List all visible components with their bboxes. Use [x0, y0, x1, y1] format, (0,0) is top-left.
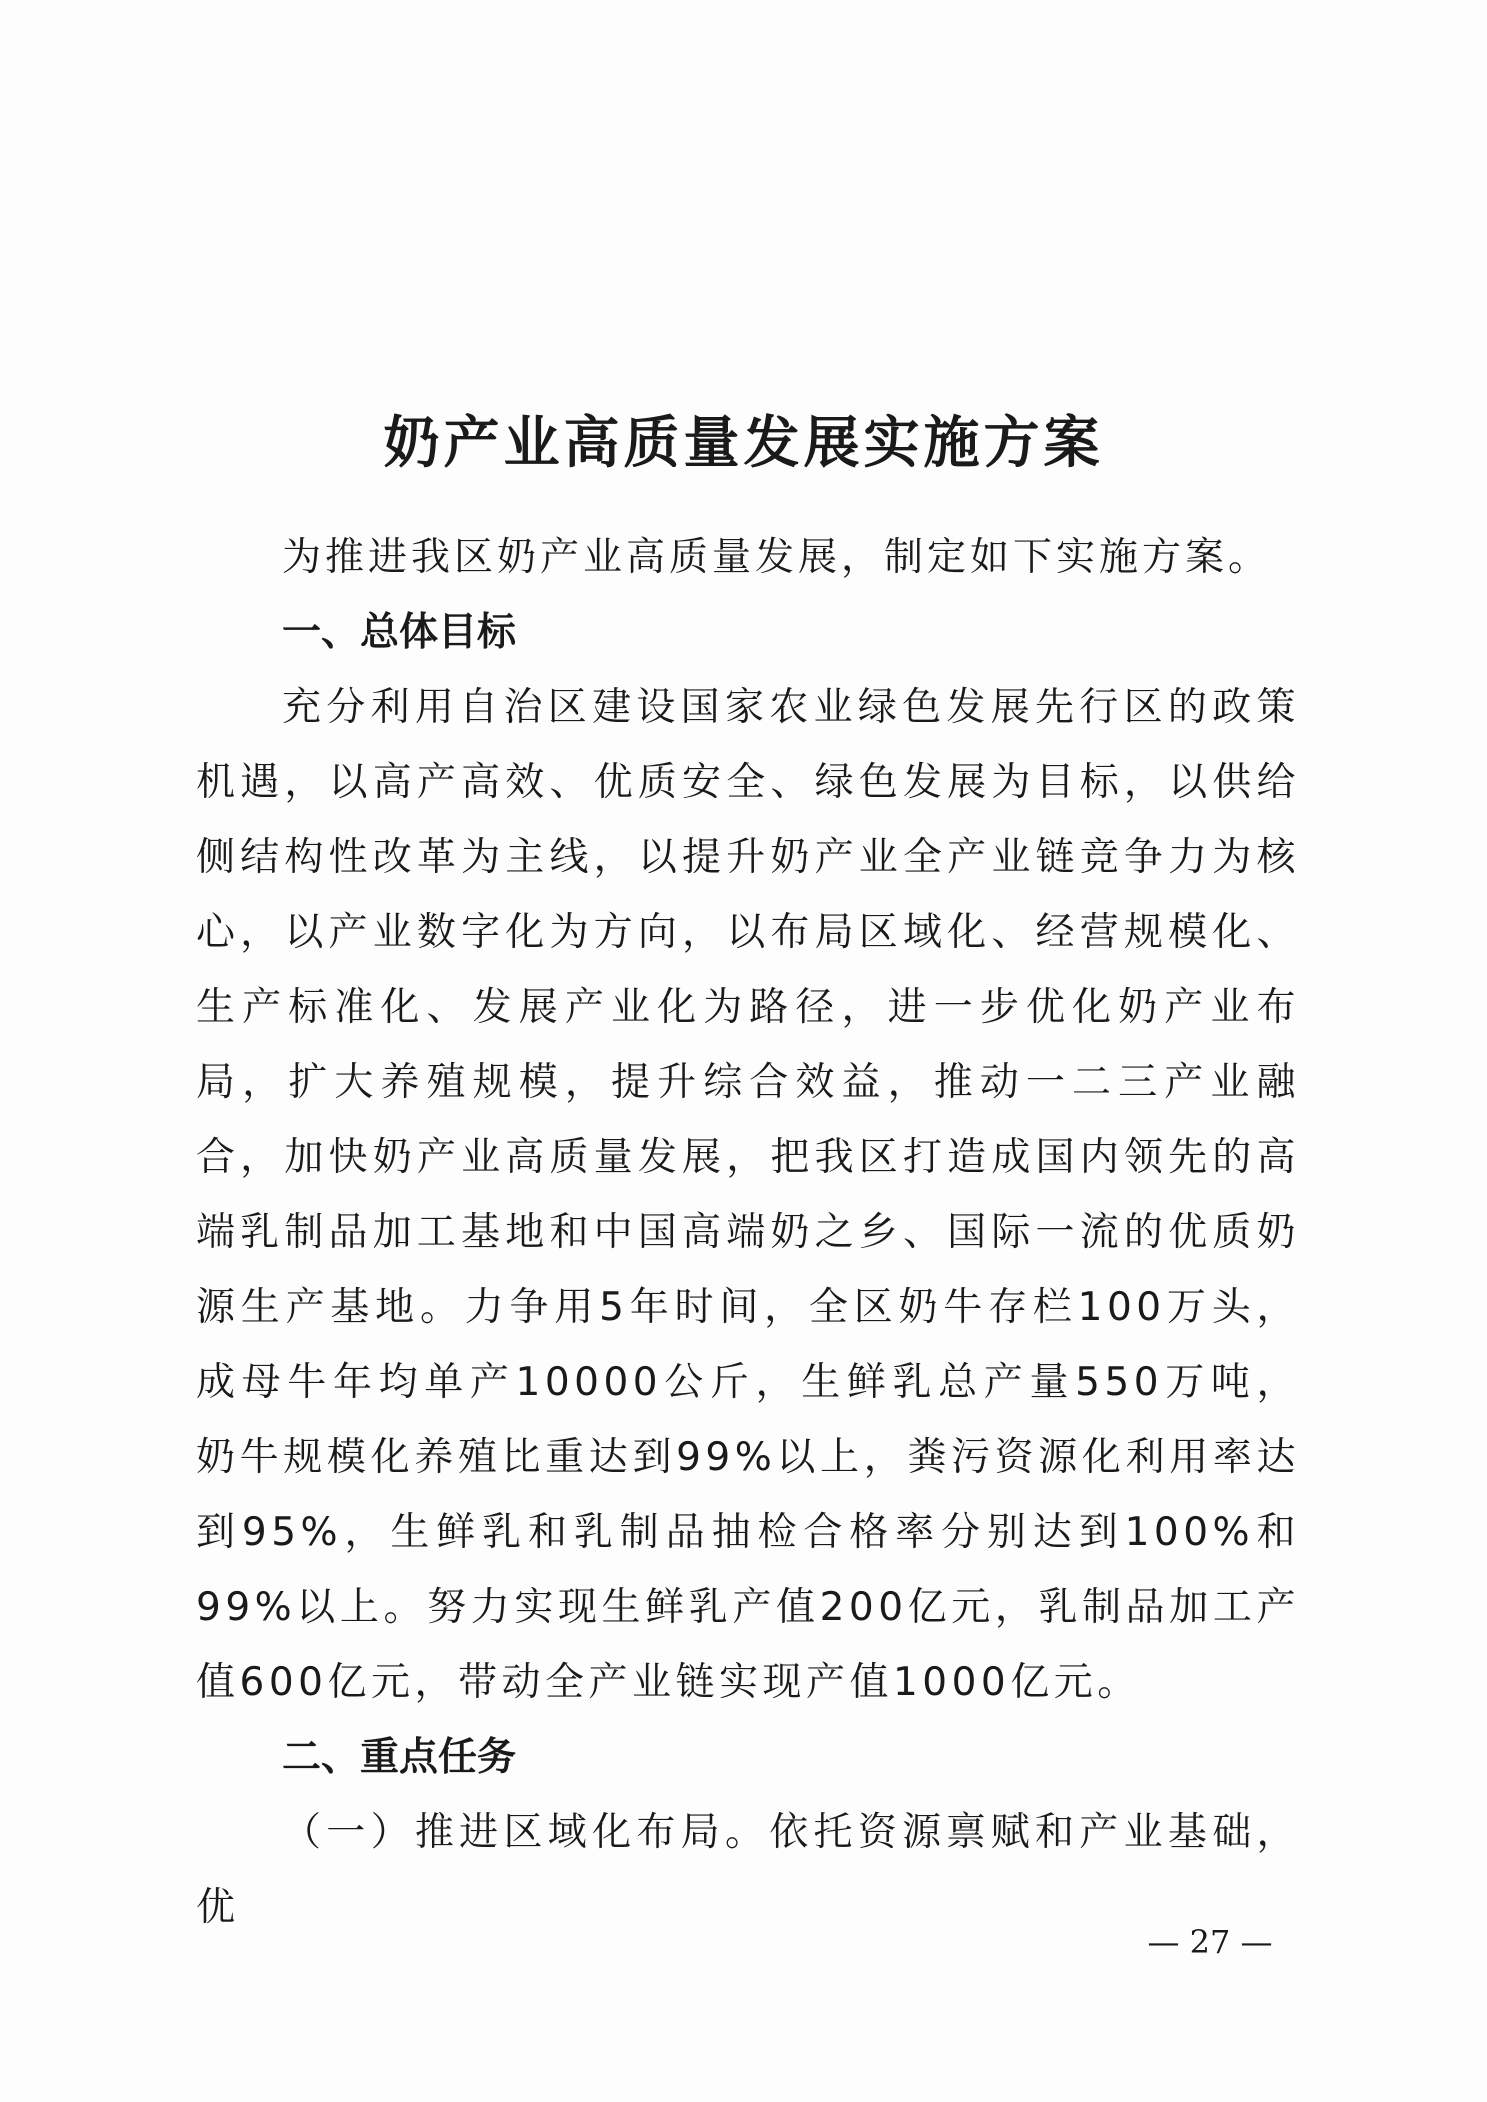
- document-body: [196, 520, 1300, 1945]
- section-heading-key-tasks: 二、重点任务: [282, 1735, 517, 1780]
- page-number: — 27 —: [1147, 1923, 1273, 1961]
- section-body-overall-goals: 充分利用自治区建设国家农业绿色发展先行区的政策机遇，以高产高效、优质安全、绿色发展为目标，以供给侧结构性改革为主线，以提升奶产业全产业链竞争力为核心，以产业数字化为方向，以布局区域化、经营规模化、生产标准化、发展产业化为路径，进一步优化奶产业布局，扩大养殖规模，提升综合效益，推动一二三产业融合，加快奶产业高质量发展，把我区打造成国内领先的高端乳制品加工基地和中国高端奶之乡、国际一流的优质奶源生产基地。力争用5年时间，全区奶牛存栏100万头，成母牛年均单产10000公斤，生鲜乳总产量550万吨，奶牛规模化养殖比重达到99%以上，粪污资源化利用率达到95%，生鲜乳和乳制品抽检合格率分别达到100%和99%以上。努力实现生鲜乳产值200亿元，乳制品加工产值600亿元，带动全产业链实现产值1000亿元。: [196, 685, 1300, 1705]
- document-title: 奶产业高质量发展实施方案: [383, 410, 1104, 476]
- intro-paragraph: 为推进我区奶产业高质量发展，制定如下实施方案。: [282, 535, 1272, 580]
- section-heading-overall-goals: 一、总体目标: [282, 610, 517, 655]
- key-task-item-1: （一）推进区域化布局。依托资源禀赋和产业基础，优: [196, 1810, 1300, 1930]
